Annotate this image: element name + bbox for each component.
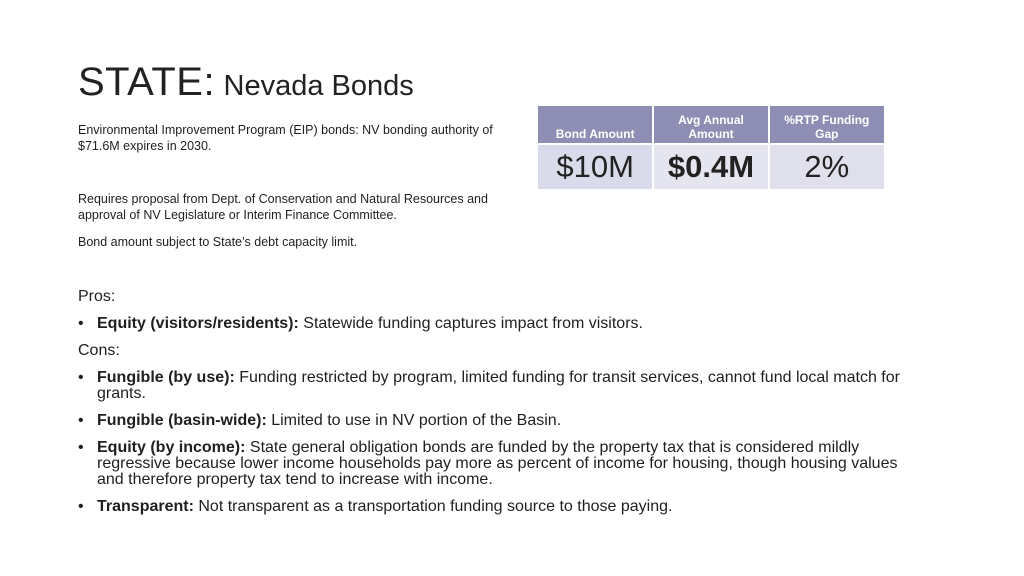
info-debt-limit: Bond amount subject to State’s debt capacity limit. (78, 235, 358, 249)
bond-table-row (538, 144, 884, 189)
header-rtp-funding-gap: %RTP Funding Gap (769, 106, 884, 144)
bullet-icon: • (78, 315, 84, 332)
title-sub: Nevada Bonds (223, 70, 414, 102)
header-avg-annual-amount: Avg Annual Amount (653, 106, 768, 144)
header-bond-amount: Bond Amount (538, 106, 653, 144)
bond-table-header-row (538, 106, 884, 144)
item-text: Limited to use in NV portion of the Basin. (266, 412, 562, 429)
item-label: Equity (by income): (97, 439, 246, 456)
value-avg-annual-amount: $0.4M (653, 144, 768, 189)
item-text: Funding restricted by program, limited funding for transit services, cannot fund local match for grants. (97, 369, 900, 402)
list-item (78, 440, 908, 488)
cons-heading: Cons: (78, 342, 120, 359)
pros-cons (78, 289, 908, 515)
pros-list (78, 316, 908, 332)
item-label: Equity (visitors/residents): (97, 315, 299, 332)
item-text: State general obligation bonds are funded by the property tax that is considered mildly regressive because lower income households pay more as percent of income for housing, though housing values and therefore property tax tend to increase with income. (97, 439, 898, 488)
list-item (78, 499, 908, 515)
list-item (78, 370, 908, 402)
item-text: Not transparent as a transportation funding source to those paying. (193, 498, 673, 515)
item-label: Fungible (by use): (97, 369, 235, 386)
bond-table (538, 106, 884, 189)
info-requirements: Requires proposal from Dept. of Conservation and Natural Resources and approval of NV Legislature or Interim Finance Committee. (78, 192, 488, 222)
list-item (78, 413, 908, 429)
page-title (78, 62, 414, 102)
pros-heading: Pros: (78, 288, 116, 305)
info-eip-bonds: Environmental Improvement Program (EIP) bonds: NV bonding authority of $71.6M expires in 2030. (78, 123, 493, 153)
bullet-icon: • (78, 369, 84, 386)
item-label: Transparent: (97, 498, 194, 515)
bullet-icon: • (78, 412, 84, 429)
title-main: STATE: (78, 60, 216, 104)
item-label: Fungible (basin-wide): (97, 412, 267, 429)
value-rtp-funding-gap: 2% (769, 144, 884, 189)
list-item (78, 316, 908, 332)
bullet-icon: • (78, 439, 84, 456)
bullet-icon: • (78, 498, 84, 515)
value-bond-amount: $10M (538, 144, 653, 189)
cons-list (78, 370, 908, 515)
item-text: Statewide funding captures impact from visitors. (298, 315, 643, 332)
